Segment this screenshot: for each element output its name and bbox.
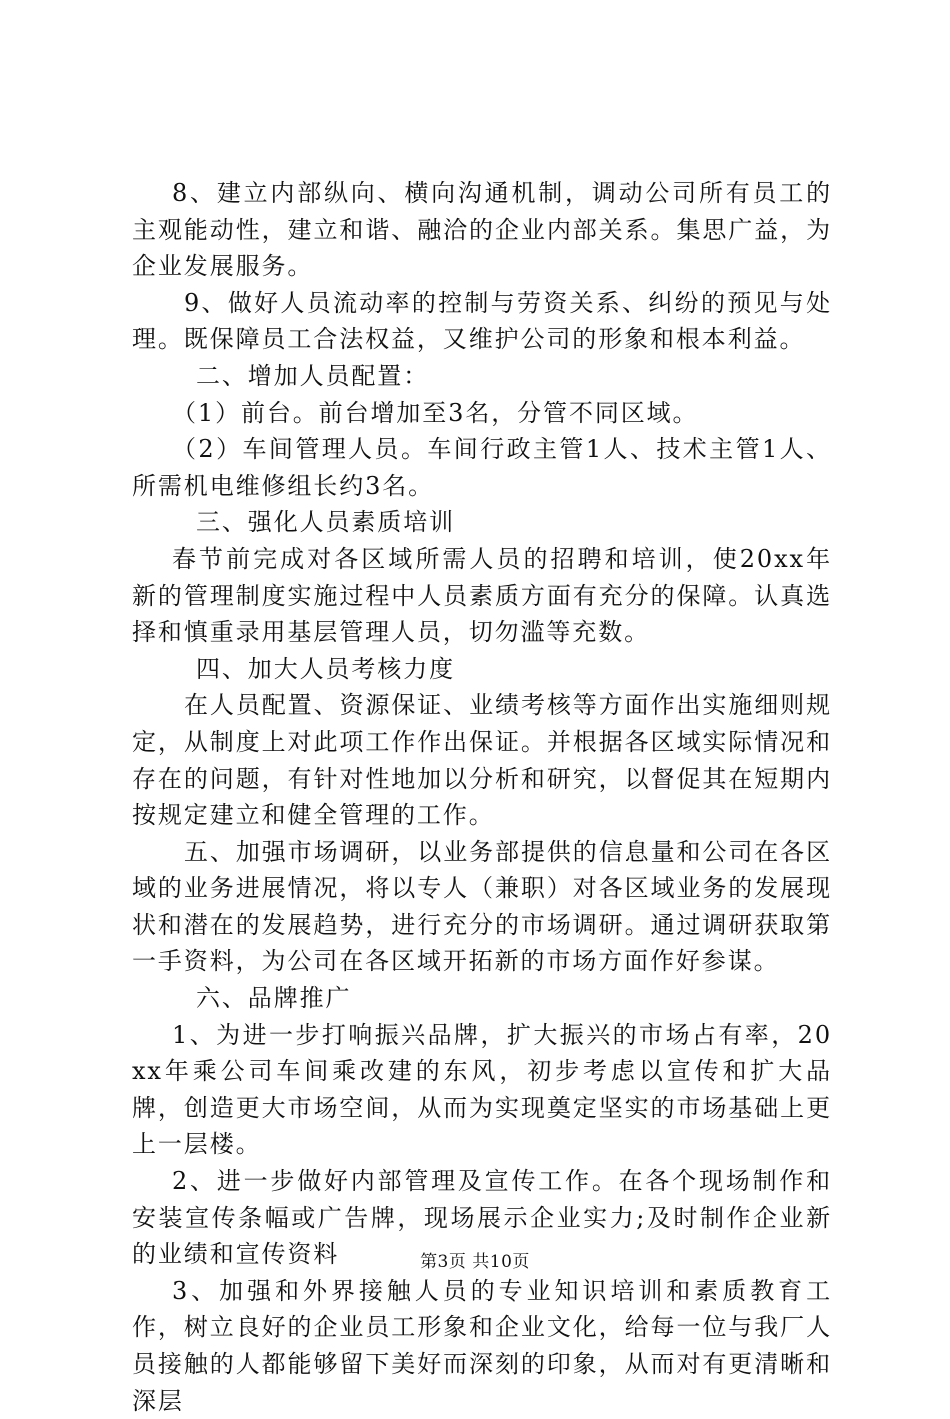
paragraph-front-desk: （1）前台。前台增加至3名，分管不同区域。 [172, 398, 699, 427]
paragraph-market-research: 五、加强市场调研，以业务部提供的信息量和公司在各区域的业务进展情况，将以专人（兼职）对各区域业务的发展现状和潜在的发展趋势，进行充分的市场调研。通过调研获取第一手资料，为公司在各区域开拓新的市场方面作好参谋。 [132, 837, 832, 976]
paragraph-assessment: 在人员配置、资源保证、业绩考核等方面作出实施细则规定，从制度上对此项工作作出保证。并根据各区域实际情况和存在的问题，有针对性地加以分析和研究，以督促其在短期内按规定建立和健全管理的工作。 [132, 691, 832, 830]
section-heading-2: 二、增加人员配置： [196, 361, 430, 390]
section-heading-6: 六、品牌推广 [196, 984, 352, 1013]
paragraph-training: 春节前完成对各区域所需人员的招聘和培训，使20xx年新的管理制度实施过程中人员素质方面有充分的保障。认真选择和慎重录用基层管理人员，切勿滥等充数。 [132, 544, 832, 647]
paragraph-workshop-staff: （2）车间管理人员。车间行政主管1人、技术主管1人、所需机电维修组长约3名。 [132, 435, 832, 500]
paragraph-8: 8、建立内部纵向、横向沟通机制，调动公司所有员工的主观能动性，建立和谐、融洽的企业内部关系。集思广益，为企业发展服务。 [132, 179, 832, 281]
paragraph-9: 9、做好人员流动率的控制与劳资关系、纠纷的预见与处理。既保障员工合法权益，又维护公司的形象和根本利益。 [132, 288, 832, 354]
paragraph-brand-2: 2、进一步做好内部管理及宣传工作。在各个现场制作和安装宣传条幅或广告牌，现场展示企业实力;及时制作企业新的业绩和宣传资料 [132, 1167, 832, 1269]
paragraph-brand-1: 1、为进一步打响振兴品牌，扩大振兴的市场占有率，20xx年乘公司车间乘改建的东风，初步考虑以宣传和扩大品牌，创造更大市场空间，从而为实现奠定坚实的市场基础上更上一层楼。 [132, 1020, 832, 1159]
document-body [132, 175, 832, 1419]
section-heading-3: 三、强化人员素质培训 [196, 508, 455, 537]
paragraph-brand-3: 3、加强和外界接触人员的专业知识培训和素质教育工作，树立良好的企业员工形象和企业文化，给每一位与我厂人员接触的人都能够留下美好而深刻的印象，从而对有更清晰和深层 [132, 1276, 832, 1415]
section-heading-4: 四、加大人员考核力度 [196, 654, 455, 683]
page-footer: 第3页 共10页 [420, 1252, 530, 1272]
